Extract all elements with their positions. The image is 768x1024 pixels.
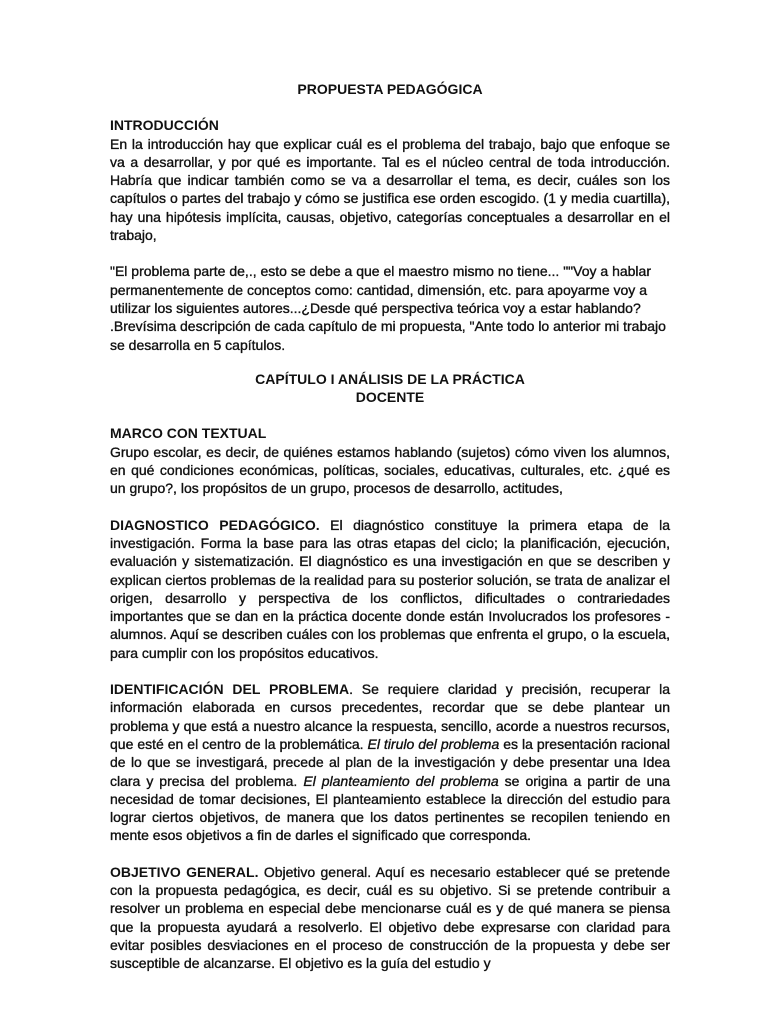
intro-paragraph: En la introducción hay que explicar cuál es el problema del trabajo, bajo que enfoque se va a desarrollar, y por qué es importante. Tal es el núcleo central de toda introducción. Habría que indicar también como se va a desarrollar el tema, es decir, cuáles son los capítulos o partes del trabajo y cómo se justifica ese orden escogido. (1 y media cuartilla), hay una hipótesis implícita, causas, objetivo, categorías conceptuales a desarrollar en el trabajo, bbox=[110, 135, 670, 244]
document-page bbox=[110, 80, 670, 972]
identificacion-text-3: se origina a partir de una necesidad de tomar decisiones, El planteamiento establece la dirección del estudio para lograr ciertos objetivos, de manera que los datos pertinentes se recopilen teniendo en mente esos objetivos a fin de darles el significado que corresponda. bbox=[110, 772, 670, 844]
identificacion-text-1: . Se requiere claridad y precisión, recuperar la información elaborada en cursos precedentes, recordar que se debe plantear un problema y que está a nuestro alcance la respuesta, sencillo, acorde a nuestros recursos, que esté en el centro de la problemática. bbox=[110, 681, 670, 752]
diagnostico-heading: DIAGNOSTICO PEDAGÓGICO. bbox=[110, 516, 320, 533]
marco-contextual-paragraph: Grupo escolar, es decir, de quiénes estamos hablando (sujetos) cómo viven los alumnos, en qué condiciones económicas, políticas, sociales, educativas, culturales, etc. ¿qué es un grupo?, los propósitos de un grupo, procesos de desarrollo, actitudes, bbox=[110, 443, 670, 497]
objetivo-text: Objetivo general. Aquí es necesario establecer qué se pretende con la propuesta pedagógica, es decir, cuál es su objetivo. Si se pretende contribuir a resolver un problema en especial debe mencionarse cuál es y de qué manera se piensa que la propuesta ayudará a resolverlo. El objetivo debe expresarse con claridad para evitar posibles desviaciones en el proceso de construcción de la propuesta y debe ser susceptible de alcanzarse. El objetivo es la guía del estudio y bbox=[110, 863, 671, 972]
identificacion-emphasis-2: El planteamiento del problema bbox=[303, 772, 499, 789]
objetivo-paragraph bbox=[110, 863, 670, 973]
diagnostico-paragraph bbox=[110, 516, 670, 662]
identificacion-text-2: es la presentación racional de lo que se investigará, precede al plan de la investigación y debe presentar una Idea clara y precisa del problema. bbox=[110, 735, 671, 789]
identificacion-heading: IDENTIFICACIÓN DEL PROBLEMA bbox=[110, 681, 350, 698]
identificacion-emphasis-1: El tirulo del problema bbox=[367, 735, 500, 752]
objetivo-heading: OBJETIVO GENERAL. bbox=[110, 863, 259, 880]
marco-contextual-heading: MARCO CON TEXTUAL bbox=[110, 425, 267, 442]
chapter-heading-line-2: DOCENTE bbox=[355, 389, 425, 406]
diagnostico-text: El diagnóstico constituye la primera etapa de la investigación. Forma la base para las otras etapas del ciclo; la planificación, ejecución, evaluación y sistematización. El diagnóstico es una investigación en que se describen y explican ciertos problemas de la realidad para su posterior solución, se trata de analizar el origen, desarrollo y perspectiva de los conflictos, dificultades o contrariedades importantes que se dan en la práctica docente donde están Involucrados los profesores - alumnos. Aquí se describen cuáles con los problemas que enfrenta el grupo, o la escuela, para cumplir con los propósitos educativos. bbox=[110, 516, 671, 661]
chapter-heading bbox=[110, 370, 670, 407]
intro-heading: INTRODUCCIÓN bbox=[110, 117, 219, 134]
quote-paragraph: "El problema parte de,., esto se debe a que el maestro mismo no tiene... ""Voy a hablar permanentemente de conceptos como: cantidad, dimensión, etc. para apoyarme voy a utilizar los siguientes autores...¿Desde qué perspectiva teórica voy a estar hablando? .Brevísima descripción de cada capítulo de mi propuesta, "Ante todo lo anterior mi trabajo se desarrolla en 5 capítulos. bbox=[110, 263, 666, 353]
document-title: PROPUESTA PEDAGÓGICA bbox=[297, 81, 483, 97]
chapter-heading-line-1: CAPÍTULO I ANÁLISIS DE LA PRÁCTICA bbox=[255, 370, 525, 387]
identificacion-paragraph bbox=[110, 680, 670, 845]
